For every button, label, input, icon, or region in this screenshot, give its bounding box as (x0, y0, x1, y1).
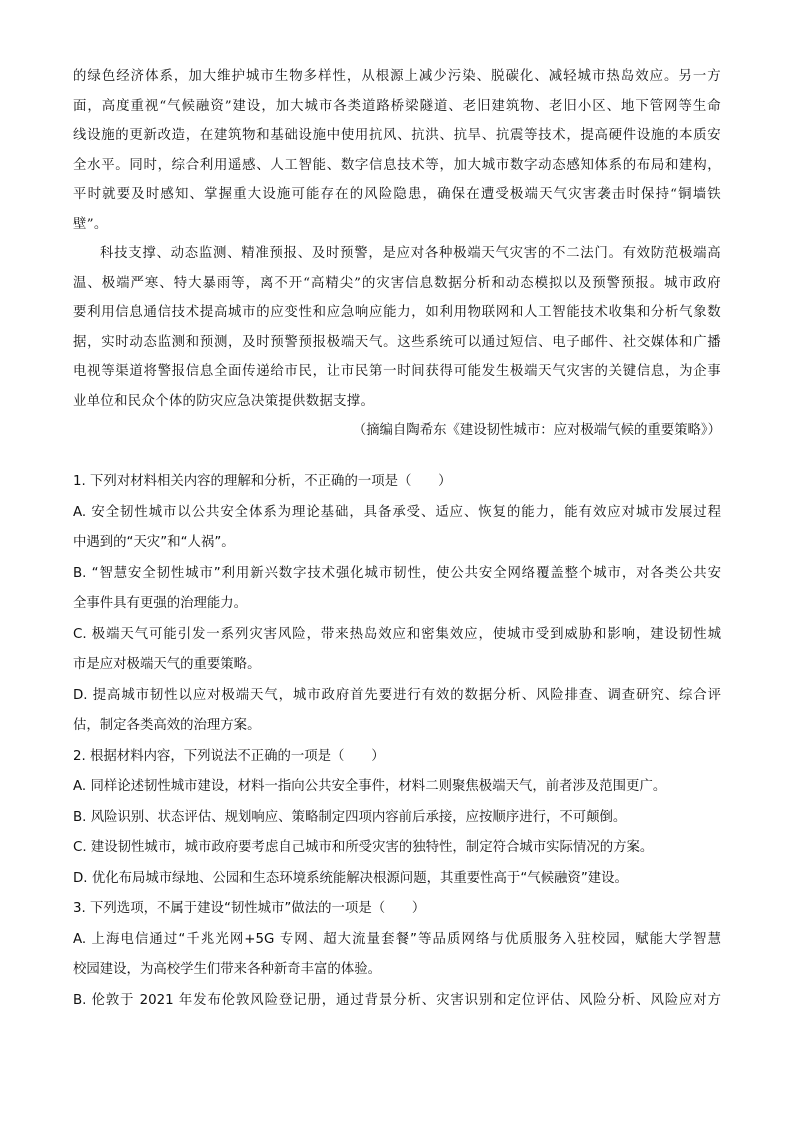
passage-source: （摘编自陶希东《建设韧性城市：应对极端气候的重要策略》） (352, 423, 721, 438)
reading-passage (73, 62, 721, 446)
question-2-stem: 2. 根据材料内容，下列说法不正确的一项是（ ） (73, 748, 385, 764)
question-1-option-d-cont: 估，制定各类高效的治理方案。 (73, 718, 261, 733)
question-2-option-d: D. 优化布局城市绿地、公园和生态环境系统能解决根源问题，其重要性高于“气候融资”建设。 (73, 870, 628, 886)
question-3-stem: 3. 下列选项，不属于建设“韧性城市”做法的一项是（ ） (73, 901, 426, 916)
passage-line: 全水平。同时，综合利用遥感、人工智能、数字信息技术等，加大城市数字动态感知体系的布局和建构， (73, 157, 721, 173)
passage-line: 业单位和民众个体的防灾应急决策提供数据支撑。 (73, 393, 375, 409)
passage-line: 壁”。 (73, 216, 108, 232)
passage-line: 电视等渠道将警报信息全面传递给市民，让市民第一时间获得可能发生极端天气灾害的关键信息，为企事 (73, 364, 721, 379)
question-2-option-c: C. 建设韧性城市，城市政府要考虑自己城市和所受灾害的独特性，制定符合城市实际情况的方案。 (73, 840, 654, 855)
passage-line: 据，实时动态监测和预测，及时预警预报极端天气。这些系统可以通过短信、电子邮件、社交媒体和广播 (73, 334, 721, 350)
passage-line: 平时就要及时感知、掌握重大设施可能存在的风险隐患，确保在遭受极端天气灾害袭击时保持“铜墙铁 (73, 187, 721, 202)
question-2-option-a: A. 同样论述韧性城市建设，材料一指向公共安全事件，材料二则聚焦极端天气，前者涉及范围更广。 (73, 779, 667, 794)
question-1-option-a-cont: 中遇到的“天灾”和“人祸”。 (73, 535, 235, 550)
passage-line: 面，高度重视“气候融资”建设，加大城市各类道路桥梁隧道、老旧建筑物、老旧小区、地下管网等生命 (73, 98, 721, 114)
question-list (73, 467, 721, 1016)
passage-line: 温、极端严寒、特大暴雨等，离不开“高精尖”的灾害信息数据分析和动态模拟以及预警预报。城市政府 (73, 275, 721, 291)
passage-line: 科技支撑、动态监测、精准预报、及时预警，是应对各种极端天气灾害的不二法门。有效防范极端高 (100, 246, 721, 261)
question-3-option-b: B. 伦敦于 2021 年发布伦敦风险登记册，通过背景分析、灾害识别和定位评估、风险分析、风险应对方 (73, 992, 721, 1008)
question-1-option-c: C. 极端天气可能引发一系列灾害风险，带来热岛效应和密集效应，使城市受到威胁和影响，建设韧性城 (73, 626, 721, 642)
question-1-option-d: D. 提高城市韧性以应对极端天气，城市政府首先要进行有效的数据分析、风险排查、调查研究、综合评 (73, 687, 721, 703)
passage-line: 要利用信息通信技术提高城市的应变性和应急响应能力，如利用物联网和人工智能技术收集和分析气象数 (73, 305, 721, 320)
question-1-option-b: B. “智慧安全韧性城市”利用新兴数字技术强化城市韧性，使公共安全网络覆盖整个城市，对各类公共安 (73, 565, 721, 581)
question-1-stem: 1. 下列对材料相关内容的理解和分析，不正确的一项是（ ） (73, 474, 452, 489)
passage-line: 的绿色经济体系，加大维护城市生物多样性，从根源上减少污染、脱碳化、减轻城市热岛效应。另一方 (73, 69, 721, 84)
question-3-option-a-cont: 校园建设，为高校学生们带来各种新奇丰富的体验。 (73, 962, 381, 977)
question-3-option-a: A. 上海电信通过“千兆光网+5G 专网、超大流量套餐”等品质网络与优质服务入驻校园，赋能大学智慧 (73, 931, 721, 947)
passage-line: 线设施的更新改造，在建筑物和基础设施中使用抗风、抗洪、抗旱、抗震等技术，提高硬件设施的本质安 (73, 128, 721, 143)
question-1-option-a: A. 安全韧性城市以公共安全体系为理论基础，具备承受、适应、恢复的能力，能有效应对城市发展过程 (73, 504, 721, 520)
question-1-option-b-cont: 全事件具有更强的治理能力。 (73, 596, 248, 611)
question-2-option-b: B. 风险识别、状态评估、规划响应、策略制定四项内容前后承接，应按顺序进行，不可颠倒。 (73, 809, 627, 825)
question-1-option-c-cont: 市是应对极端天气的重要策略。 (73, 657, 261, 672)
